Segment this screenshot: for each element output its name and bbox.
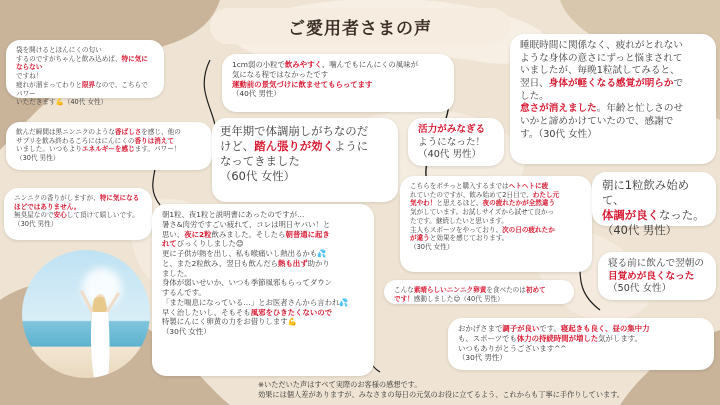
testimonial-line bbox=[410, 226, 582, 235]
testimonial-text: れて bbox=[162, 239, 177, 249]
testimonial-line bbox=[162, 249, 364, 259]
testimonial-line bbox=[520, 91, 706, 104]
testimonial-line bbox=[232, 80, 444, 90]
footnote bbox=[258, 380, 624, 401]
testimonial-line bbox=[418, 124, 494, 137]
testimonial-line bbox=[608, 271, 706, 284]
testimonial-line bbox=[162, 239, 364, 249]
testimonial-text: 主人もスポーツをやっており、 bbox=[410, 225, 503, 234]
testimonial-text: 特に気になる bbox=[99, 194, 140, 202]
testimonial-text: 、噛んでもにんにくの風味が bbox=[321, 60, 418, 69]
testimonial-text: が違う bbox=[410, 234, 430, 243]
testimonial-line bbox=[14, 194, 142, 203]
testimonial-text: と思えるほど、 bbox=[436, 199, 483, 208]
testimonial-line bbox=[162, 327, 364, 337]
testimonial-line bbox=[232, 60, 444, 70]
testimonial-line bbox=[16, 72, 154, 81]
testimonial-text: 思い、 bbox=[162, 229, 185, 239]
testimonial-text: 調子が良い bbox=[502, 324, 540, 333]
testimonial-line bbox=[162, 288, 364, 298]
testimonial-text: 飲みやすく bbox=[284, 60, 322, 69]
testimonial-text: （30代 女性） bbox=[410, 242, 454, 251]
testimonial-text: （40代 男性） bbox=[418, 149, 482, 161]
testimonial-text: 朝普通に起き bbox=[285, 229, 330, 239]
testimonial-text: ですね！ bbox=[16, 72, 43, 81]
testimonial-text: 夜の疲れたかが全然違う bbox=[482, 199, 556, 208]
testimonial-text: 活力がみなぎる bbox=[418, 124, 486, 135]
testimonial-text: 寝る前に飲んで翌朝の bbox=[608, 258, 704, 269]
testimonial-text: いましたが、毎晩1粒試してみると、 bbox=[520, 65, 680, 77]
testimonial-text: 特に気にならない bbox=[16, 54, 148, 72]
testimonial-line bbox=[520, 53, 706, 66]
testimonial-card bbox=[212, 118, 398, 202]
testimonial-text: なので、こちらでパワー bbox=[16, 80, 148, 98]
testimonial-text: 。年齢と忙しさのせ bbox=[596, 103, 684, 115]
testimonial-text: 香りは消えて bbox=[134, 136, 174, 145]
testimonial-line bbox=[410, 182, 582, 191]
testimonial-text: です！ bbox=[394, 294, 414, 303]
testimonial-text: （30代 男性） bbox=[458, 353, 507, 363]
testimonial-text: 気やわ！ bbox=[410, 199, 437, 208]
testimonial-line bbox=[608, 258, 706, 271]
testimonial-text: 気になる程ではなかったです bbox=[232, 69, 329, 79]
testimonial-line bbox=[16, 46, 154, 55]
testimonial-text: するのですがちゃんと飲み込めば、 bbox=[16, 54, 122, 63]
footnote-line: ※いただいた声はすべて実際のお客様の感想です。 bbox=[258, 380, 422, 389]
testimonial-line bbox=[162, 210, 364, 220]
testimonial-text: （30代 男性） bbox=[14, 220, 58, 229]
testimonial-text: 「また喘息になっている…」とお医者さんから言われ💦 bbox=[162, 297, 349, 307]
testimonial-text: 無臭屋なので bbox=[14, 211, 54, 220]
testimonial-text: なってきました bbox=[220, 154, 300, 169]
testimonial-text: した。 bbox=[520, 90, 549, 102]
testimonial-line bbox=[608, 283, 706, 296]
testimonial-text: ニンニクの香りがしますが、 bbox=[14, 194, 100, 202]
testimonial-card bbox=[6, 40, 164, 107]
testimonial-line bbox=[14, 220, 142, 229]
testimonial-line bbox=[520, 129, 706, 142]
testimonial-line bbox=[458, 334, 704, 344]
testimonial-text: 身体が軽くなる感覚が明らか bbox=[548, 77, 674, 89]
testimonial-text: （40代 男性） bbox=[232, 89, 281, 99]
testimonial-line bbox=[162, 220, 364, 230]
testimonial-text: 朝に1粒飲み始めて、 bbox=[602, 178, 689, 208]
testimonial-text: と効果を感じております。 bbox=[429, 234, 509, 243]
testimonial-text: わたし元 bbox=[532, 190, 560, 199]
testimonial-text: 夜に2粒 bbox=[184, 229, 212, 239]
testimonial-line bbox=[458, 344, 704, 354]
testimonial-text: 1cm弱の小粒で bbox=[232, 60, 285, 69]
testimonial-text: サプリを飲み終わるころにはにんにくの bbox=[16, 136, 135, 145]
testimonial-text: 朝1粒、夜1粒と説明書にあったのですが… bbox=[162, 210, 305, 219]
testimonial-text: 次の日の疲れたか bbox=[502, 225, 555, 234]
testimonial-card bbox=[408, 118, 504, 166]
testimonial-text: を感じ、他の bbox=[141, 128, 181, 136]
testimonial-line bbox=[220, 124, 390, 139]
person-silhouette bbox=[80, 290, 120, 378]
testimonial-line bbox=[232, 89, 444, 99]
testimonial-text: 安心 bbox=[53, 211, 67, 220]
testimonial-text: 踏ん張りが効く bbox=[254, 139, 334, 154]
testimonial-line bbox=[162, 269, 364, 279]
testimonial-text: 香ばしさ bbox=[114, 128, 142, 136]
testimonial-text: 怠さが消えました bbox=[520, 103, 597, 115]
testimonial-text: 運動前の景気づけ bbox=[232, 79, 292, 89]
footnote-line: 効果には個人差がありますが、みなさまの毎日の元気のお役に立てるよう、これからも丁寧に手作りしています。 bbox=[258, 390, 624, 400]
testimonial-text: ヘトヘトに疲 bbox=[508, 182, 549, 190]
testimonial-card bbox=[6, 122, 212, 170]
testimonial-line bbox=[458, 353, 704, 363]
testimonial-text: 体調が良く bbox=[602, 208, 659, 223]
testimonial-text: も、スポーツでも bbox=[458, 333, 517, 343]
testimonial-text: で bbox=[673, 77, 684, 89]
testimonial-line bbox=[418, 149, 494, 162]
testimonial-line bbox=[162, 259, 364, 269]
testimonial-text: に飲ませてもらってます bbox=[291, 79, 373, 89]
testimonial-line bbox=[520, 40, 706, 53]
testimonial-text: 更に子供が熱を出し、私も喉痛いし熱出るかも💦 bbox=[162, 249, 327, 259]
testimonial-text: 寝起きも良く、昼の集中力 bbox=[560, 324, 650, 333]
testimonial-card bbox=[510, 34, 716, 164]
testimonial-line bbox=[410, 234, 582, 243]
testimonial-text: 気がしています。お試しサイズから試せて良かっ bbox=[410, 208, 555, 217]
testimonial-line bbox=[520, 78, 706, 91]
testimonial-text: 睡眠時間に関係なく、疲れがとれない bbox=[520, 40, 683, 51]
testimonial-text: いつもありがとうございます^^ bbox=[458, 343, 567, 353]
testimonial-line bbox=[410, 208, 582, 217]
testimonial-text: エネルギーを感じ bbox=[81, 145, 135, 154]
testimonial-text: 特製にんにく卵黄の力をお借りします💪 bbox=[162, 317, 297, 327]
testimonial-text: びっくりしました😊 bbox=[176, 239, 244, 249]
testimonial-line bbox=[410, 243, 582, 252]
testimonial-text: （60代 女性） bbox=[220, 169, 296, 184]
testimonial-line bbox=[162, 308, 364, 318]
testimonial-line bbox=[520, 116, 706, 129]
testimonial-text: 飲んだ瞬間は黒ニンニクのような bbox=[16, 128, 115, 136]
testimonial-line bbox=[220, 154, 390, 169]
testimonial-text: ました。 bbox=[162, 268, 192, 278]
testimonial-text: するんです。 bbox=[162, 288, 206, 298]
testimonial-text: 熱も出ず bbox=[278, 258, 308, 268]
testimonial-text: （40代 男性） bbox=[602, 223, 678, 238]
testimonial-line bbox=[16, 55, 154, 72]
testimonial-text: （30代 女性） bbox=[162, 327, 211, 337]
testimonial-text: 身体が弱いせいか、いつも季節風邪もらってダウン bbox=[162, 278, 332, 288]
testimonial-line bbox=[16, 81, 154, 98]
testimonial-text: 助かり bbox=[307, 258, 330, 268]
testimonial-text: 初めて bbox=[525, 286, 546, 294]
testimonial-text: です。 bbox=[539, 324, 561, 333]
testimonial-text: ような身体の意さにずっと悩まされて bbox=[520, 52, 683, 64]
testimonial-text: 素晴らしいニンニク卵黄 bbox=[413, 286, 487, 294]
testimonial-text: して頂けて嬉しいです。 bbox=[66, 211, 139, 220]
testimonial-card bbox=[448, 318, 714, 370]
testimonial-text: たです。継続したいと思います。 bbox=[410, 216, 508, 225]
testimonial-text: けど、 bbox=[220, 139, 255, 154]
testimonial-text: ます。パワー！ bbox=[134, 145, 181, 154]
testimonial-text: 感動しました😊 bbox=[413, 294, 461, 303]
testimonial-line bbox=[602, 208, 706, 223]
testimonial-text: 翌日、 bbox=[520, 77, 549, 89]
testimonial-line bbox=[410, 217, 582, 226]
testimonial-line bbox=[162, 230, 364, 240]
testimonial-text: れていたのですが、飲み始めて2日目で、 bbox=[410, 190, 533, 199]
woman-at-beach-photo bbox=[22, 250, 150, 378]
testimonial-text: （50代 女性） bbox=[608, 283, 672, 295]
testimonial-text: ほどではありません。 bbox=[14, 202, 81, 211]
testimonial-text: おかげさまで bbox=[458, 324, 503, 333]
testimonial-line bbox=[162, 298, 364, 308]
testimonial-line bbox=[458, 324, 704, 334]
testimonial-card bbox=[384, 280, 574, 304]
testimonial-text: 袋を開けるとほんにくの匂い bbox=[16, 46, 102, 54]
testimonial-line bbox=[162, 317, 364, 327]
testimonial-text: 更年期で体調崩しがちなのだ bbox=[220, 124, 369, 138]
testimonial-line bbox=[602, 178, 706, 208]
testimonial-line bbox=[16, 98, 154, 107]
testimonial-card bbox=[222, 54, 454, 112]
testimonial-text: と、また2粒飲み、翌日も飲んだら bbox=[162, 258, 279, 268]
testimonial-text: こちらをポチっと購入するまでは bbox=[410, 182, 509, 190]
testimonial-text: す。（30代 女性） bbox=[520, 128, 597, 140]
testimonial-text: （30代 男性） bbox=[16, 154, 60, 163]
testimonial-card bbox=[400, 176, 592, 272]
testimonial-text: こんな bbox=[394, 286, 414, 294]
testimonial-text: 早く治したいし、そもそも bbox=[162, 307, 251, 317]
testimonial-text: を食べたのは bbox=[486, 286, 526, 294]
testimonial-line bbox=[162, 278, 364, 288]
testimonial-text: （40代 男性） bbox=[460, 294, 504, 303]
testimonial-card bbox=[592, 172, 716, 238]
testimonial-line bbox=[220, 139, 390, 154]
testimonial-line bbox=[16, 145, 202, 154]
testimonial-line bbox=[602, 223, 706, 238]
testimonial-line bbox=[394, 286, 564, 295]
testimonial-line bbox=[418, 137, 494, 150]
testimonial-card bbox=[4, 188, 152, 240]
testimonial-line bbox=[220, 169, 390, 184]
testimonial-card bbox=[152, 204, 374, 376]
page-title: ご愛用者さまの声 bbox=[210, 8, 510, 44]
testimonial-line bbox=[394, 295, 564, 304]
testimonial-line bbox=[16, 154, 202, 163]
testimonial-line bbox=[410, 199, 582, 208]
testimonial-line bbox=[232, 70, 444, 80]
testimonial-line bbox=[14, 211, 142, 220]
testimonial-text: なった。 bbox=[658, 208, 705, 223]
testimonial-text: 気がします。 bbox=[598, 333, 642, 343]
testimonial-text: いかと諦めかけていたので、感謝で bbox=[520, 115, 674, 127]
testimonial-text: ようになった！ bbox=[418, 136, 486, 148]
testimonial-line bbox=[520, 103, 706, 116]
testimonial-text: 風邪をひきたくないので bbox=[250, 307, 333, 317]
testimonial-text: いただきます💪（40代 女性） bbox=[16, 98, 108, 107]
testimonial-line bbox=[16, 128, 202, 137]
testimonial-text: 目覚めが良くなった bbox=[608, 270, 695, 282]
testimonial-text: 飲みました。そしたら bbox=[211, 229, 286, 239]
testimonial-text: 暑さ&肉労ですごい疲れて、コレは明日ヤバい！と bbox=[162, 219, 331, 229]
testimonial-line bbox=[520, 65, 706, 78]
testimonial-text: いました。いつもより bbox=[16, 145, 82, 154]
testimonial-text: 限界 bbox=[81, 80, 96, 89]
testimonial-text: ように bbox=[333, 139, 369, 154]
testimonial-card bbox=[598, 252, 716, 300]
testimonial-text: 体力の持続時間が増した bbox=[516, 333, 599, 343]
testimonial-text: 疲れが溜まってわりと bbox=[16, 80, 82, 89]
